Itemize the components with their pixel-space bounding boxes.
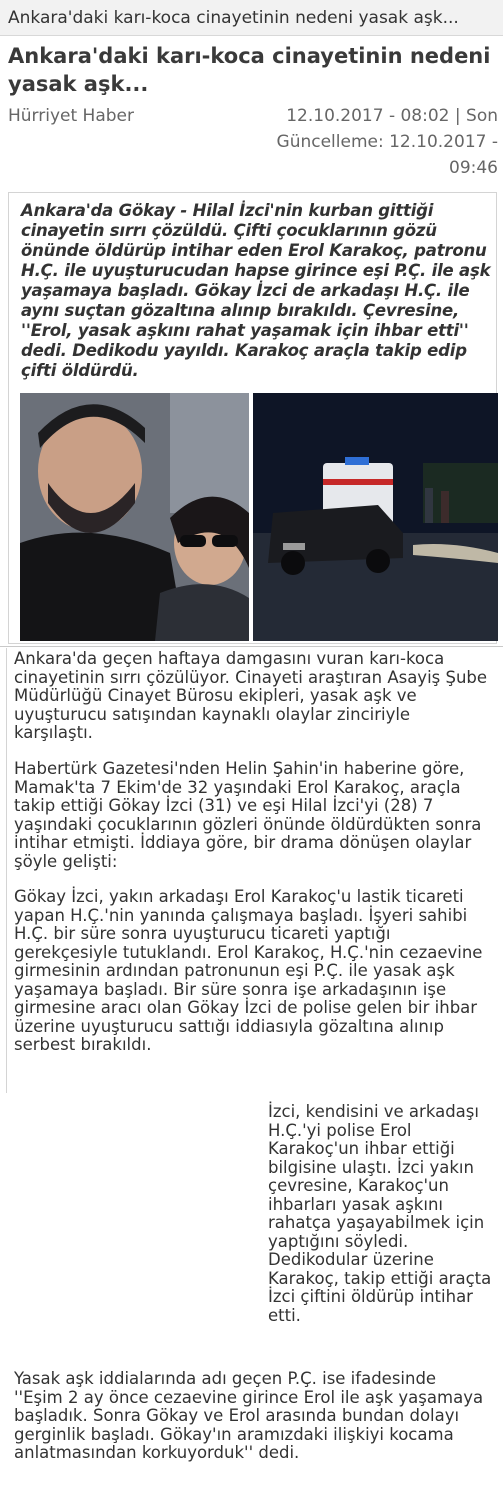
crime-scene-photo bbox=[253, 393, 498, 641]
article-date-line-2: Güncelleme: 12.10.2017 - bbox=[276, 132, 498, 152]
article-paragraph: Yasak aşk iddialarında adı geçen P.Ç. ise ifadesinde ''Eşim 2 ay önce cezaevine girince Erol ile aşk yaşamaya başladık. Sonra Gökay ve Erol arasında bundan dolayı gerginlik başladı. Gökay'ın aramızdaki ilişkiyi kocama anlatmasından korkuyorduk'' dedi. bbox=[14, 1369, 484, 1462]
section-divider bbox=[0, 646, 503, 647]
browser-tab-title: Ankara'daki karı-koca cinayetinin nedeni yasak aşk... bbox=[0, 0, 503, 36]
article-date-line-1: 12.10.2017 - 08:02 | Son bbox=[286, 106, 498, 126]
article-paragraph-right-column: İzci, kendisini ve arkadaşı H.Ç.'yi polise Erol Karakoç'un ihbar ettiği bilgisine ulaştı. İzci yakın çevresine, Karakoç'un ihbarları yasak aşkını rahatça yaşayabilmek için yaptığını söyledi. Dedikodular üzerine Karakoç, takip ettiği araçta İzci çiftini öldürüp intihar etti. bbox=[268, 1102, 492, 1325]
crime-scene-illustration bbox=[253, 393, 498, 641]
article-paragraph: Gökay İzci, yakın arkadaşı Erol Karakoç'u lastik ticareti yapan H.Ç.'nin yanında çalışmaya başladı. İşyeri sahibi H.Ç. bir süre sonra uyuşturucu ticareti yaptığı gerekçesiyle tutuklandı. Erol Karakoç, H.Ç.'nin cezaevine girmesinin ardından patronunun eşi P.Ç. ile yasak aşk yaşamaya başladı. Bir süre sonra işe arkadaşının işe girmesine aracı olan Gökay İzci de polise gelen bir ihbar üzerine uyuşturucu sattığı iddiasıyla gözaltına alınıp serbest bırakıldı. bbox=[14, 887, 483, 1054]
article-lead: Ankara'da Gökay - Hilal İzci'nin kurban gittiği cinayetin sırrı çözüldü. Çifti çocuklarının gözü önünde öldürüp intihar eden Erol Karakoç, patronu H.Ç. ile uyuşturucudan hapse girince eşi P.Ç. ile aşk yaşamaya başladı. Gökay İzci de arkadaşı H.Ç. ile aynı suçtan gözaltına alınıp bırakıldı. Çevresine, ''Erol, yasak aşkını rahat yaşamak için ihbar etti'' dedi. Dedikodu yayıldı. Karakoç araçla takip edip çifti öldürdü. bbox=[21, 201, 491, 380]
couple-photo bbox=[20, 393, 249, 641]
article-date-line-3: 09:46 bbox=[449, 158, 498, 178]
article-paragraph: Ankara'da geçen haftaya damgasını vuran karı-koca cinayetinin sırrı çözülüyor. Cinayeti araştıran Asayiş Şube Müdürlüğü Cinayet Bürosu ekipleri, yasak aşk ve uyuşturucu satışından kaynaklı olaylar zinciriyle karşılaştı. bbox=[14, 649, 488, 742]
article-lead-box bbox=[8, 192, 497, 644]
article-source[interactable]: Hürriyet Haber bbox=[8, 106, 134, 126]
couple-photo-illustration bbox=[20, 393, 249, 641]
article-headline: Ankara'daki karı-koca cinayetinin nedeni yasak aşk... bbox=[8, 44, 491, 96]
article-paragraph: Habertürk Gazetesi'nden Helin Şahin'in haberine göre, Mamak'ta 7 Ekim'de 32 yaşındaki Erol Karakoç, araçla takip ettiği Gökay İzci (31) ve eşi Hilal İzci'yi (28) 7 yaşındaki çocuklarının gözleri önünde öldürdükten sonra intihar etmişti. İddiaya göre, bir drama dönüşen olaylar şöyle gelişti: bbox=[14, 759, 482, 871]
column-rule bbox=[6, 648, 7, 1093]
article-date bbox=[258, 103, 498, 181]
